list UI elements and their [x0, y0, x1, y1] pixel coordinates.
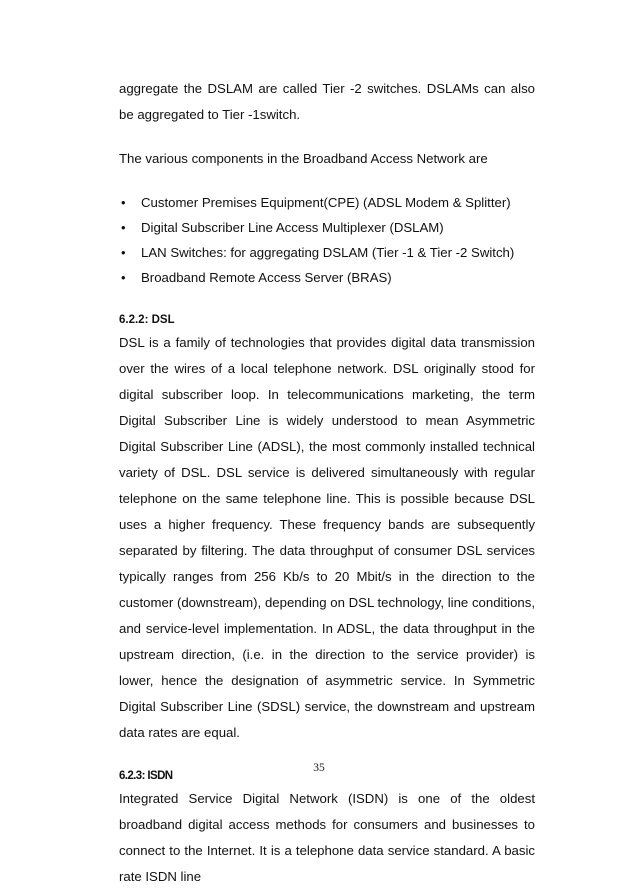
dsl-paragraph: DSL is a family of technologies that provides digital data transmission over the wires of a local telephone network. DSL originally stood for digital subscriber loop. In telecommunications marketing, the term Digital Subscriber Line is widely understood to mean Asymmetric Digital Subscriber Line (ADSL), the most commonly installed technical variety of DSL. DSL service is delivered simultaneously with regular telephone on the same telephone line. This is possible because DSL uses a higher frequency. These frequency bands are subsequently separated by filtering. The data throughput of consumer DSL services typically ranges from 256 Kb/s to 20 Mbit/s in the direction to the customer (downstream), depending on DSL technology, line conditions, and service-level implementation. In ADSL, the data throughput in the upstream direction, (i.e. in the direction to the service provider) is lower, hence the designation of asymmetric service. In Symmetric Digital Subscriber Line (SDSL) service, the downstream and upstream data rates are equal.: [119, 335, 535, 740]
list-item: [119, 190, 535, 215]
list-item-text: LAN Switches: for aggregating DSLAM (Tier -1 & Tier -2 Switch): [141, 245, 515, 260]
isdn-paragraph: Integrated Service Digital Network (ISDN) is one of the oldest broadband digital access methods for consumers and businesses to connect to the Internet. It is a telephone data service standard. A basic rate ISDN line: [119, 791, 535, 884]
list-item-text: Customer Premises Equipment(CPE) (ADSL Modem & Splitter): [141, 195, 511, 210]
list-item: [119, 215, 535, 240]
list-item: [119, 265, 535, 290]
spacer: [119, 128, 535, 146]
section-heading-dsl: 6.2.2: DSL: [119, 314, 175, 326]
section-heading-isdn: 6.2.3: ISDN: [119, 770, 173, 782]
bullet-icon: •: [121, 270, 126, 285]
list-item-text: Digital Subscriber Line Access Multiplexer (DSLAM): [141, 220, 444, 235]
spacer: [119, 172, 535, 190]
list-item-text: Broadband Remote Access Server (BRAS): [141, 270, 392, 285]
bullet-icon: •: [121, 245, 126, 260]
intro-paragraph: aggregate the DSLAM are called Tier -2 switches. DSLAMs can also be aggregated to Tier -1switch.: [119, 81, 535, 122]
components-intro-paragraph: The various components in the Broadband Access Network are: [119, 151, 488, 166]
bullet-icon: •: [121, 220, 126, 235]
spacer: [119, 290, 535, 310]
list-item: [119, 240, 535, 265]
components-list: [119, 190, 535, 290]
bullet-icon: •: [121, 195, 126, 210]
page-number: 35: [313, 762, 325, 774]
